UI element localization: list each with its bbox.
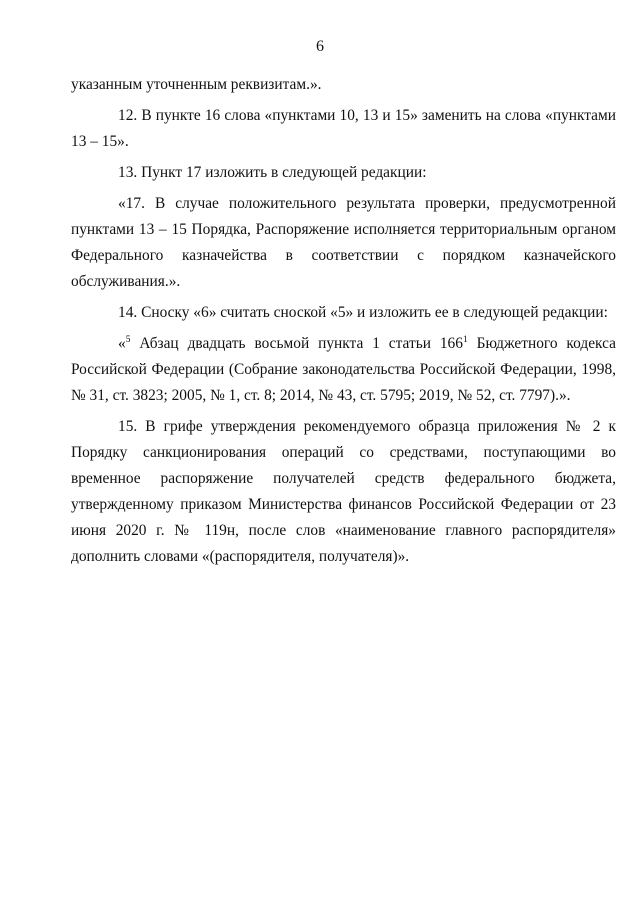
- paragraph-item-14: 14. Сноску «6» считать сноской «5» и изложить ее в следующей редакции:: [118, 304, 608, 321]
- paragraph-item-15: 15. В грифе утверждения рекомендуемого образца приложения № 2 к Порядку санкционирования операций со средствами, поступающими во временное распоряжение получателей средств федерального бюджета, утвержденному приказом Министерства финансов Российской Федерации от 23 июня 2020 г. № 119н, после слов «наименование главного распорядителя» дополнить словами «(распорядителя, получателя)».: [71, 418, 616, 565]
- page-number: 6: [316, 38, 324, 55]
- article-number-superscript: 1: [462, 335, 468, 345]
- footnote-number-superscript: 5: [125, 335, 131, 345]
- paragraph-quote-17: «17. В случае положительного результата проверки, предусмотренной пунктами 13 – 15 Порядка, Распоряжение исполняется территориальным органом Федерального казначейства в соответствии с порядком казначейского обслуживания.».: [71, 195, 616, 290]
- footnote-text-part-1: Абзац двадцать восьмой пункта 1 статьи 166: [130, 335, 463, 352]
- footnote-open-quote: «: [118, 335, 126, 352]
- paragraph-item-13: 13. Пункт 17 изложить в следующей редакции:: [118, 164, 427, 181]
- paragraph-footnote-text: [71, 331, 616, 409]
- paragraph-item-12: 12. В пункте 16 слова «пунктами 10, 13 и 15» заменить на слова «пунктами 13 – 15».: [71, 107, 616, 150]
- footnote-text-part-2: Бюджетного кодекса Российской Федерации (Собрание законодательства Российской Федерации, 1998, № 31, ст. 3823; 2005, № 1, ст. 8; 2014, № 43, ст. 5795; 2019, № 52, ст. 7797).».: [71, 335, 616, 404]
- paragraph-continuation: указанным уточненным реквизитам.».: [71, 76, 322, 93]
- document-body: [71, 72, 616, 575]
